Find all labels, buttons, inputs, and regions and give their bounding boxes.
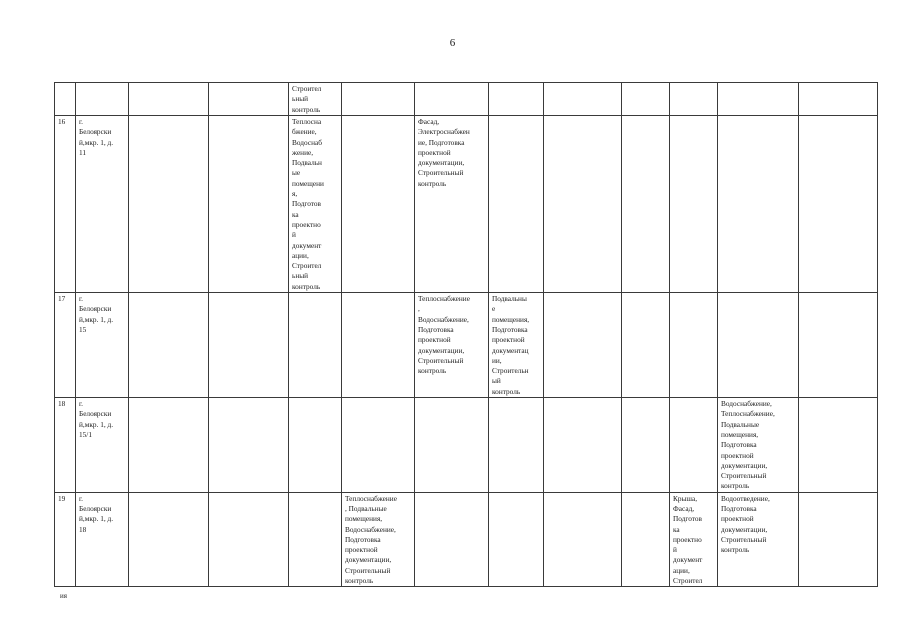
work-line: документ bbox=[673, 555, 703, 565]
work-cell bbox=[415, 492, 489, 587]
address-line: Белоярски bbox=[79, 127, 112, 137]
work-cell bbox=[489, 116, 544, 293]
work-cell bbox=[415, 398, 489, 493]
address-line: Белоярски bbox=[79, 304, 112, 314]
work-line: ка bbox=[292, 209, 299, 219]
work-cell bbox=[670, 293, 718, 398]
work-cell bbox=[129, 492, 209, 587]
work-cell bbox=[289, 293, 342, 398]
work-line: документ bbox=[292, 240, 322, 250]
work-cell bbox=[209, 83, 289, 116]
work-line: бжение, bbox=[292, 127, 317, 137]
work-cell bbox=[544, 492, 622, 587]
work-line: проектной bbox=[418, 335, 451, 345]
work-cell bbox=[289, 492, 342, 587]
work-line: Теплоснабжение bbox=[418, 294, 470, 304]
work-cell bbox=[718, 398, 799, 493]
work-cell bbox=[342, 116, 415, 293]
work-line: Строител bbox=[673, 576, 703, 586]
work-line: Крыша, bbox=[673, 493, 698, 503]
address-line: г. bbox=[79, 294, 83, 304]
work-line: , Подвальные bbox=[345, 503, 387, 513]
work-line: Подготовка bbox=[721, 440, 757, 450]
work-cell bbox=[622, 83, 670, 116]
work-line: Подготовка bbox=[418, 324, 454, 334]
work-line: ые bbox=[292, 168, 301, 178]
row-number-cell: 16 bbox=[55, 116, 76, 293]
work-cell bbox=[289, 83, 342, 116]
work-cell bbox=[489, 83, 544, 116]
work-line: й bbox=[292, 230, 296, 240]
work-cell bbox=[799, 293, 878, 398]
work-line: я, bbox=[292, 189, 298, 199]
work-line: Подвальн bbox=[292, 158, 322, 168]
work-cell bbox=[342, 293, 415, 398]
work-cell bbox=[129, 83, 209, 116]
work-line: Фасад, bbox=[673, 503, 695, 513]
work-line: проектной bbox=[418, 147, 451, 157]
page-number: 6 bbox=[449, 37, 456, 49]
work-cell bbox=[209, 398, 289, 493]
address-line: 15 bbox=[79, 324, 87, 334]
work-cell bbox=[622, 492, 670, 587]
work-cell bbox=[799, 116, 878, 293]
work-line: , bbox=[418, 304, 420, 314]
work-cell bbox=[544, 293, 622, 398]
work-line: документации, bbox=[721, 524, 768, 534]
work-line: Строител bbox=[292, 84, 322, 93]
work-line: ьный bbox=[292, 271, 309, 281]
work-line: Водоснаб bbox=[292, 137, 322, 147]
address-cell bbox=[76, 398, 129, 493]
work-line: Строительный bbox=[418, 168, 464, 178]
work-cell bbox=[209, 293, 289, 398]
work-line: помещения, bbox=[721, 429, 759, 439]
work-line: жение, bbox=[292, 147, 314, 157]
footer-mark: ия bbox=[60, 592, 67, 600]
table-row bbox=[55, 492, 878, 587]
row-number-cell: 19 bbox=[55, 492, 76, 587]
table-row bbox=[55, 83, 878, 116]
address-cell bbox=[76, 492, 129, 587]
work-line: проектной bbox=[345, 545, 378, 555]
table-row bbox=[55, 398, 878, 493]
work-line: документации, bbox=[418, 158, 465, 168]
work-line: ие, Подготовка bbox=[418, 137, 465, 147]
work-line: контроль bbox=[492, 386, 521, 396]
work-line: Строительный bbox=[721, 534, 767, 544]
address-cell bbox=[76, 116, 129, 293]
work-line: Подвальные bbox=[721, 419, 760, 429]
address-line: г. bbox=[79, 493, 83, 503]
work-line: проектно bbox=[292, 219, 321, 229]
work-line: документации, bbox=[721, 460, 768, 470]
capital-repair-schedule-table bbox=[54, 82, 878, 587]
work-line: Подготов bbox=[292, 199, 321, 209]
work-line: Теплоснабжение bbox=[345, 493, 397, 503]
work-cell bbox=[209, 116, 289, 293]
work-cell bbox=[415, 83, 489, 116]
work-cell bbox=[799, 83, 878, 116]
work-cell bbox=[670, 116, 718, 293]
work-cell bbox=[718, 83, 799, 116]
work-cell bbox=[670, 398, 718, 493]
address-cell bbox=[76, 83, 129, 116]
work-line: документац bbox=[492, 345, 529, 355]
work-line: Подготов bbox=[673, 514, 702, 524]
work-cell bbox=[415, 293, 489, 398]
work-cell bbox=[415, 116, 489, 293]
work-line: документации, bbox=[345, 555, 392, 565]
work-cell bbox=[129, 116, 209, 293]
work-cell bbox=[342, 492, 415, 587]
work-cell bbox=[718, 116, 799, 293]
address-line: 11 bbox=[79, 147, 87, 157]
work-line: Строительный bbox=[418, 355, 464, 365]
work-line: контроль bbox=[721, 545, 750, 555]
work-line: контроль bbox=[292, 104, 321, 114]
address-line: 18 bbox=[79, 524, 87, 534]
address-line: г. bbox=[79, 117, 83, 126]
work-line: Фасад, bbox=[418, 117, 440, 126]
work-cell bbox=[289, 398, 342, 493]
work-line: ации, bbox=[673, 565, 690, 575]
work-line: Водоснабжение, bbox=[721, 399, 772, 409]
work-line: й bbox=[673, 545, 677, 555]
work-cell bbox=[209, 492, 289, 587]
work-line: Электроснабжен bbox=[418, 127, 470, 137]
work-cell bbox=[289, 116, 342, 293]
work-line: проектной bbox=[721, 514, 754, 524]
work-line: Теплосна bbox=[292, 117, 322, 126]
address-line: й,мкр. 1, д. bbox=[79, 419, 114, 429]
work-cell bbox=[799, 398, 878, 493]
address-line: Белоярски bbox=[79, 409, 112, 419]
address-line: й,мкр. 1, д. bbox=[79, 137, 114, 147]
work-line: помещения, bbox=[345, 514, 383, 524]
row-number-cell bbox=[55, 83, 76, 116]
address-line: Белоярски bbox=[79, 503, 112, 513]
address-cell bbox=[76, 293, 129, 398]
work-cell bbox=[622, 116, 670, 293]
work-cell bbox=[342, 398, 415, 493]
work-cell bbox=[718, 492, 799, 587]
work-cell bbox=[544, 83, 622, 116]
work-cell bbox=[799, 492, 878, 587]
work-cell bbox=[129, 398, 209, 493]
work-line: проектной bbox=[492, 335, 525, 345]
row-number-cell: 18 bbox=[55, 398, 76, 493]
work-cell bbox=[489, 398, 544, 493]
work-line: Строительный bbox=[721, 471, 767, 481]
work-line: Строител bbox=[292, 261, 322, 271]
work-line: Водоотведение, bbox=[721, 493, 770, 503]
work-line: контроль bbox=[721, 481, 750, 491]
table-row bbox=[55, 293, 878, 398]
work-line: ьный bbox=[292, 94, 309, 104]
work-line: е bbox=[492, 304, 496, 314]
work-line: контроль bbox=[418, 178, 447, 188]
work-line: помещения, bbox=[492, 314, 530, 324]
address-line: й,мкр. 1, д. bbox=[79, 514, 114, 524]
work-cell bbox=[342, 83, 415, 116]
work-line: Подготовка bbox=[492, 324, 528, 334]
address-line: г. bbox=[79, 399, 83, 409]
work-line: контроль bbox=[418, 366, 447, 376]
work-line: проектной bbox=[721, 450, 754, 460]
work-line: ый bbox=[492, 376, 501, 386]
work-line: ации, bbox=[292, 250, 309, 260]
work-cell bbox=[544, 398, 622, 493]
work-line: помещени bbox=[292, 178, 324, 188]
work-cell bbox=[622, 398, 670, 493]
work-line: Строительн bbox=[492, 366, 529, 376]
work-line: проектно bbox=[673, 534, 702, 544]
work-line: ка bbox=[673, 524, 680, 534]
work-cell bbox=[544, 116, 622, 293]
row-number-cell: 17 bbox=[55, 293, 76, 398]
work-line: Водоснабжение, bbox=[418, 314, 469, 324]
work-line: Подготовка bbox=[721, 503, 757, 513]
work-cell bbox=[670, 83, 718, 116]
address-line: й,мкр. 1, д. bbox=[79, 314, 114, 324]
work-line: Подвальны bbox=[492, 294, 527, 304]
work-cell bbox=[489, 293, 544, 398]
address-line: 15/1 bbox=[79, 429, 92, 439]
work-cell bbox=[129, 293, 209, 398]
work-cell bbox=[622, 293, 670, 398]
work-line: ии, bbox=[492, 355, 502, 365]
work-line: Строительный bbox=[345, 565, 391, 575]
work-cell bbox=[718, 293, 799, 398]
work-cell bbox=[489, 492, 544, 587]
work-line: Водоснабжение, bbox=[345, 524, 396, 534]
work-line: документации, bbox=[418, 345, 465, 355]
work-line: контроль bbox=[345, 576, 374, 586]
work-line: Подготовка bbox=[345, 534, 381, 544]
work-line: Теплоснабжение, bbox=[721, 409, 775, 419]
work-line: контроль bbox=[292, 281, 321, 291]
work-cell bbox=[670, 492, 718, 587]
table-row bbox=[55, 116, 878, 293]
